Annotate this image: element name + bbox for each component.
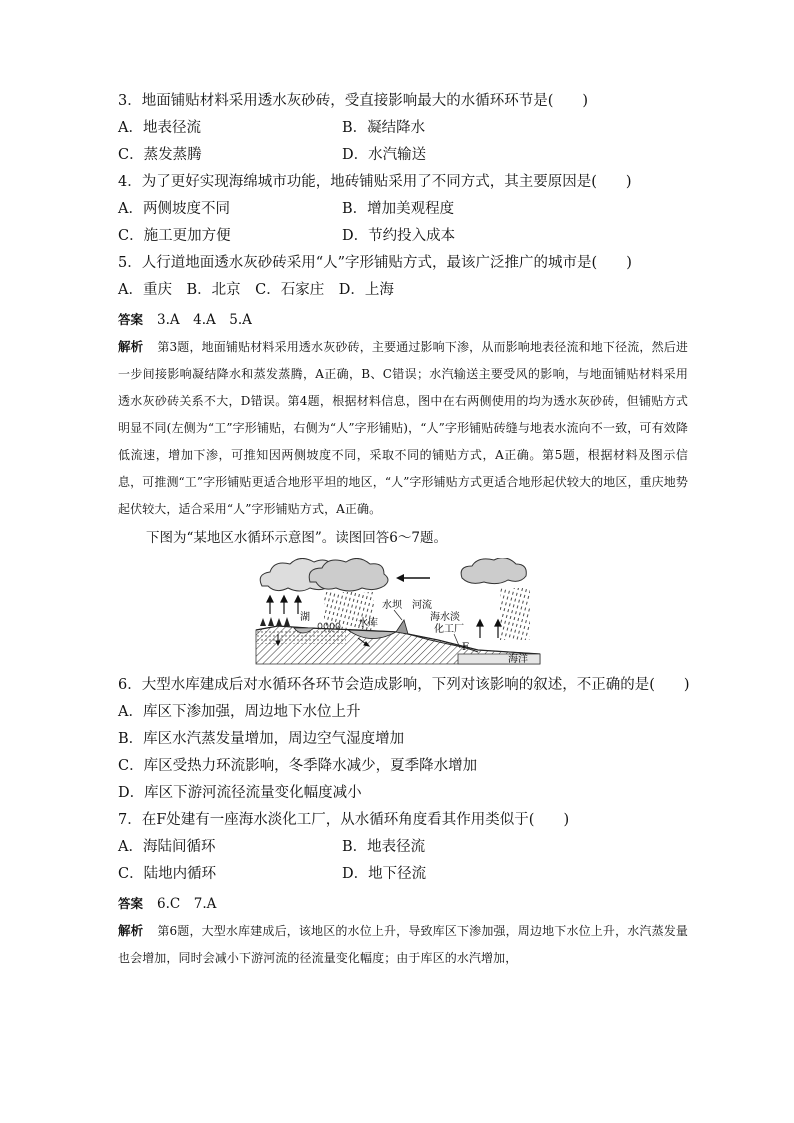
option-a: A．两侧坡度不同 <box>118 201 230 217</box>
cloud-right <box>461 558 526 584</box>
dam-icon <box>396 620 408 634</box>
plant-label-line1: 海水淡 <box>430 612 460 623</box>
lake-label: 湖 <box>300 612 310 623</box>
option-d: D．水汽输送 <box>342 147 427 163</box>
question-6-option-b: B．库区水汽蒸发量增加，周边空气湿度增加 <box>118 731 405 747</box>
answer-text: 6.C 7.A <box>157 896 217 912</box>
vapor-transport-arrow-icon <box>396 574 430 582</box>
option-c: C．陆地内循环 <box>118 866 217 882</box>
option-a: A．地表径流 <box>118 120 201 136</box>
water-cycle-diagram <box>248 558 548 666</box>
question-5-stem: 5．人行道地面透水灰砂砖采用“人”字形铺贴方式，最该广泛推广的城市是( ) <box>118 255 632 271</box>
question-6-option-c: C．库区受热力环流影响，冬季降水减少，夏季降水增加 <box>118 758 478 774</box>
trees-icon <box>260 617 290 626</box>
question-6-option-a: A．库区下渗加强，周边地下水位上升 <box>118 704 361 720</box>
explanation-label: 解析 <box>118 923 144 938</box>
document-page <box>118 88 688 972</box>
point-f-label: F <box>462 642 469 653</box>
river-label: 河流 <box>412 600 432 611</box>
ocean-label: 海洋 <box>508 654 528 665</box>
answer-label: 答案 <box>118 896 144 911</box>
question-4-options-row-2 <box>118 223 688 250</box>
question-3-stem: 3．地面铺贴材料采用透水灰砂砖，受直接影响最大的水循环环节是( ) <box>118 93 589 109</box>
option-c: C．施工更加方便 <box>118 228 231 244</box>
question-6-option-d: D．库区下游河流径流量变化幅度减小 <box>118 785 362 801</box>
answer-block-1 <box>118 306 688 333</box>
question-3-options-row-2 <box>118 142 688 169</box>
dam-label: 水坝 <box>382 600 402 611</box>
figure-intro: 下图为“某地区水循环示意图”。读图回答6～7题。 <box>146 530 447 546</box>
question-7-options-row-1 <box>118 834 688 861</box>
explanation-block-1 <box>118 333 688 523</box>
explanation-block-2 <box>118 917 688 972</box>
rain-right <box>500 588 530 640</box>
explanation-text: 第6题，大型水库建成后，该地区的水位上升，导致库区下渗加强，周边地下水位上升，水汽蒸发量也会增加，同时会减小下游河流的径流量变化幅度；由于库区的水汽增加， <box>118 924 688 965</box>
option-c: C．蒸发蒸腾 <box>118 147 202 163</box>
option-b: B．凝结降水 <box>342 120 426 136</box>
explanation-label: 解析 <box>118 339 144 354</box>
answer-label: 答案 <box>118 312 144 327</box>
question-7-stem: 7．在F处建有一座海水淡化工厂，从水循环角度看其作用类似于( ) <box>118 812 570 828</box>
answer-block-2 <box>118 890 688 917</box>
explanation-text: 第3题，地面铺贴材料采用透水灰砂砖，主要通过影响下渗，从而影响地表径流和地下径流，然后进一步间接影响凝结降水和蒸发蒸腾，A正确，B、C错误；水汽输送主要受风的影响，与地面铺贴材料采用透水灰砂砖关系不大，D错误。第4题，根据材料信息，图中在右两侧使用的均为透水灰砂砖，但铺贴方式明显不同(左侧为“工”字形铺贴，右侧为“人”字形铺贴)，“人”字形铺贴砖缝与地表水流向不一致，可有效降低流速，增加下渗，可推知因两侧坡度不同，采取不同的铺贴方式，A正确。第5题，根据材料及图示信息，可推测“工”字形铺贴更适合地形平坦的地区，“人”字形铺贴方式更适合地形起伏较大的地区，重庆地势起伏较大，适合采用“人”字形铺贴方式，A正确。 <box>118 340 688 516</box>
question-4-stem: 4．为了更好实现海绵城市功能，地砖铺贴采用了不同方式，其主要原因是( ) <box>118 174 632 190</box>
question-5-options: A．重庆 B．北京 C．石家庄 D．上海 <box>118 282 394 298</box>
answer-text: 3.A 4.A 5.A <box>157 312 252 328</box>
question-4-options-row-1 <box>118 196 688 223</box>
option-a: A．海陆间循环 <box>118 839 216 855</box>
option-d: D．地下径流 <box>342 866 427 882</box>
question-7-options-row-2 <box>118 861 688 888</box>
question-6-stem: 6．大型水库建成后对水循环各环节会造成影响，下列对该影响的叙述，不正确的是( ) <box>118 677 690 693</box>
option-b: B．增加美观程度 <box>342 201 455 217</box>
question-3-options-row-1 <box>118 115 688 142</box>
option-d: D．节约投入成本 <box>342 228 456 244</box>
reservoir-label: 水库 <box>358 618 378 629</box>
plant-label-line2: 化工厂 <box>434 624 464 635</box>
option-b: B．地表径流 <box>342 839 426 855</box>
